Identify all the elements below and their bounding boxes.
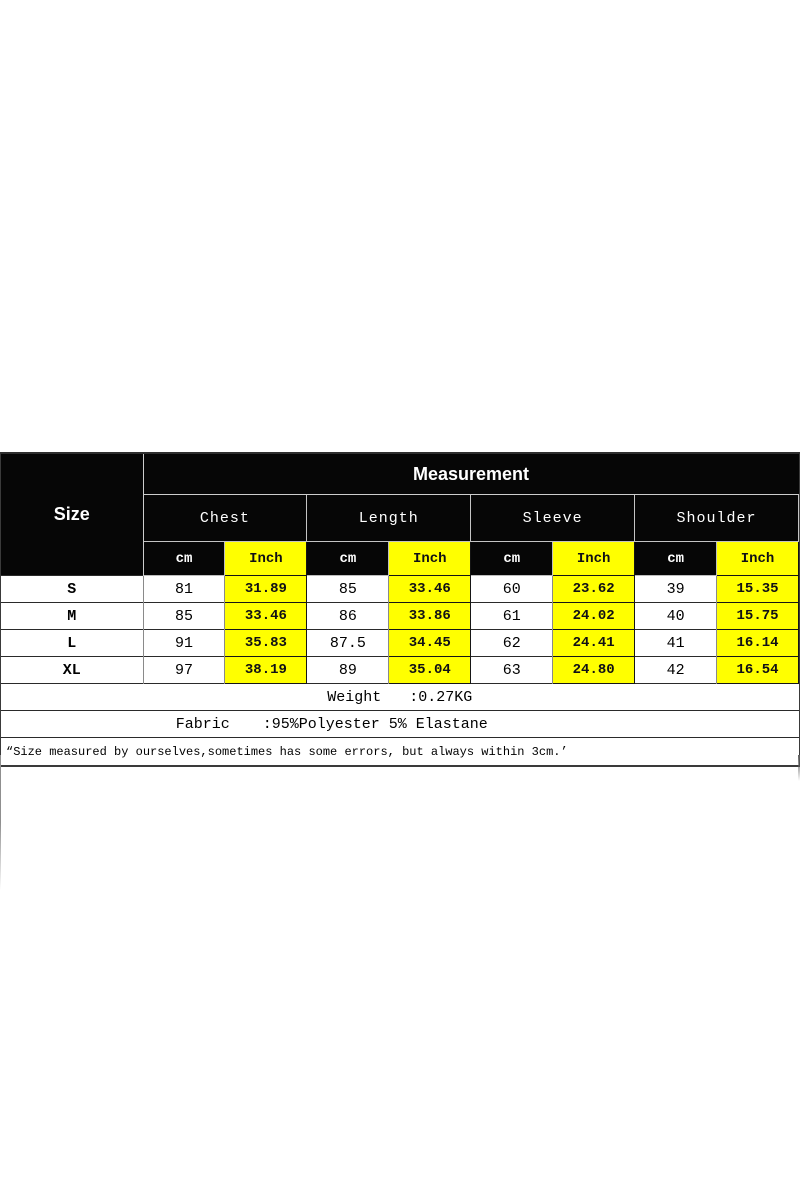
- cm-value-cell: 81: [143, 576, 225, 603]
- fabric-label: Fabric: [175, 715, 230, 733]
- inch-value-cell: 33.86: [389, 603, 471, 630]
- inch-value-cell: 15.75: [717, 603, 799, 630]
- size-chart-header: [1, 454, 799, 576]
- measurement-row: [1, 454, 799, 495]
- cm-value-cell: 63: [471, 657, 553, 684]
- weight-row: [1, 684, 799, 711]
- weight-cell: [1, 684, 799, 711]
- cm-value-cell: 60: [471, 576, 553, 603]
- measurement-header: Measurement: [143, 454, 799, 495]
- unit-header-cm: cm: [635, 542, 717, 576]
- group-header-sleeve: Sleeve: [471, 495, 635, 542]
- unit-header-inch: Inch: [553, 542, 635, 576]
- size-cell: L: [1, 630, 143, 657]
- cm-value-cell: 91: [143, 630, 225, 657]
- inch-value-cell: 24.80: [553, 657, 635, 684]
- unit-header-inch: Inch: [225, 542, 307, 576]
- table-row: [1, 576, 799, 603]
- unit-header-inch: Inch: [389, 542, 471, 576]
- inch-value-cell: 16.54: [717, 657, 799, 684]
- fabric-cell: [1, 711, 799, 738]
- inch-value-cell: 33.46: [389, 576, 471, 603]
- size-disclaimer-note: “Size measured by ourselves,sometimes has some errors, but always within 3cm.’: [1, 738, 799, 766]
- cm-value-cell: 86: [307, 603, 389, 630]
- group-header-chest: Chest: [143, 495, 307, 542]
- group-header-length: Length: [307, 495, 471, 542]
- group-header-shoulder: Shoulder: [635, 495, 799, 542]
- table-row: [1, 603, 799, 630]
- cm-value-cell: 61: [471, 603, 553, 630]
- inch-value-cell: 24.41: [553, 630, 635, 657]
- unit-header-cm: cm: [307, 542, 389, 576]
- note-row: [1, 738, 799, 766]
- inch-value-cell: 16.14: [717, 630, 799, 657]
- cm-value-cell: 42: [635, 657, 717, 684]
- size-chart: [0, 452, 800, 767]
- inch-value-cell: 23.62: [553, 576, 635, 603]
- cm-value-cell: 62: [471, 630, 553, 657]
- unit-header-cm: cm: [143, 542, 225, 576]
- inch-value-cell: 33.46: [225, 603, 307, 630]
- size-column-header: Size: [1, 454, 143, 576]
- size-chart-table: [1, 454, 799, 765]
- unit-header-cm: cm: [471, 542, 553, 576]
- cm-value-cell: 41: [635, 630, 717, 657]
- inch-value-cell: 31.89: [225, 576, 307, 603]
- fabric-value: :95%Polyester 5% Elastane: [262, 715, 488, 733]
- cm-value-cell: 89: [307, 657, 389, 684]
- unit-header-inch: Inch: [717, 542, 799, 576]
- fabric-row: [1, 711, 799, 738]
- size-cell: XL: [1, 657, 143, 684]
- inch-value-cell: 15.35: [717, 576, 799, 603]
- inch-value-cell: 24.02: [553, 603, 635, 630]
- size-chart-body: [1, 576, 799, 684]
- inch-value-cell: 35.04: [389, 657, 471, 684]
- cm-value-cell: 85: [143, 603, 225, 630]
- table-row: [1, 657, 799, 684]
- cm-value-cell: 87.5: [307, 630, 389, 657]
- inch-value-cell: 34.45: [389, 630, 471, 657]
- table-row: [1, 630, 799, 657]
- inch-value-cell: 38.19: [225, 657, 307, 684]
- inch-value-cell: 35.83: [225, 630, 307, 657]
- size-cell: M: [1, 603, 143, 630]
- faded-left-border: [0, 755, 1, 890]
- cm-value-cell: 39: [635, 576, 717, 603]
- cm-value-cell: 97: [143, 657, 225, 684]
- cm-value-cell: 40: [635, 603, 717, 630]
- weight-label: Weight: [327, 688, 382, 706]
- weight-value: :0.27KG: [409, 688, 473, 706]
- cm-value-cell: 85: [307, 576, 389, 603]
- size-cell: S: [1, 576, 143, 603]
- size-chart-footer: [1, 684, 799, 766]
